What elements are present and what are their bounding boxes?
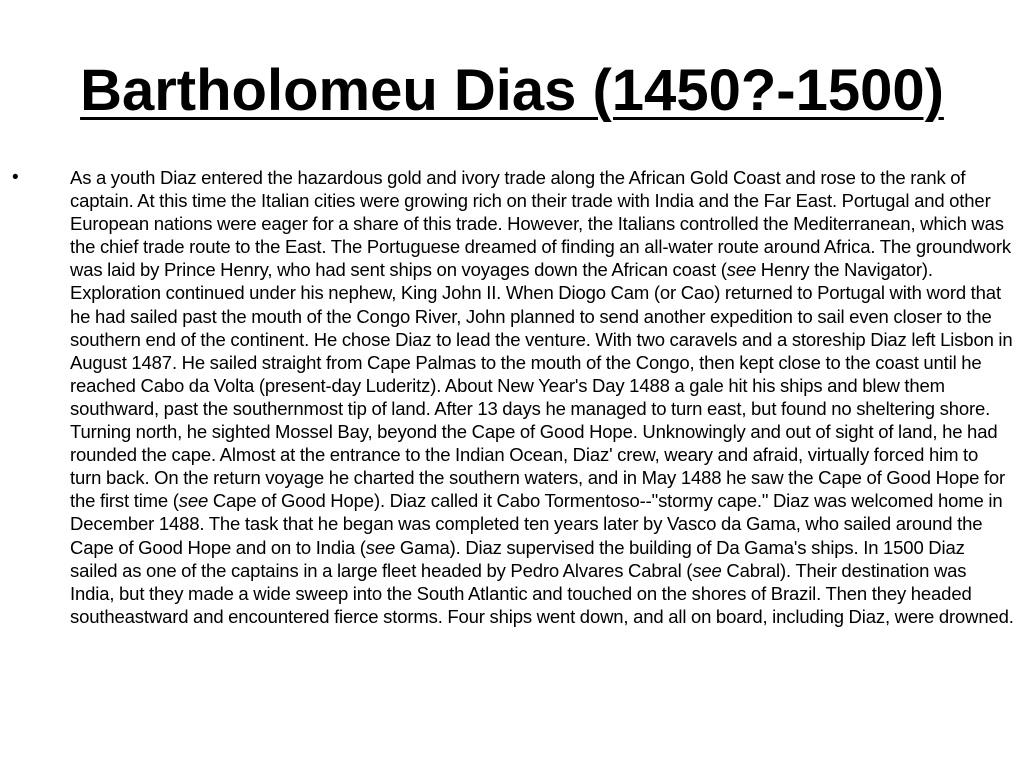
bullet-dot-icon: • [12,167,19,188]
body-paragraph [70,166,1014,628]
body-text: Henry the Navigator). Exploration continued under his nephew, King John II. When Diogo Cam (or Cao) returned to Portugal with word that he had sailed past the mouth of the Congo River, John planned to send another expedition to sail even closer to the southern end of the continent. He chose Diaz to lead the venture. With two caravels and a storeship Diaz left Lisbon in August 1487. He sailed straight from Cape Palmas to the mouth of the Congo, then kept close to the coast until he reached Cabo da Volta (present-day Luderitz). About New Year's Day 1488 a gale hit his ships and blew them southward, past the southernmost tip of land. After 13 days he managed to turn east, but found no sheltering shore. Turning north, he sighted Mossel Bay, beyond the Cape of Good Hope. Unknowingly and out of sight of land, he had rounded the cape. Almost at the entrance to the Indian Ocean, Diaz' crew, weary and afraid, virtually forced him to turn back. On the return voyage he charted the southern waters, and in May 1488 he saw the Cape of Good Hope for the first time ( [70,259,1013,512]
body-text: Gama). Diaz supervised the building of Da Gama's ships. In 1500 Diaz sailed as one of the captains in a large fleet headed by Pedro Alvares Cabral ( [70,536,965,581]
slide-title: Bartholomeu Dias (1450?-1500) [80,58,944,123]
bullet-item [10,166,1014,628]
body-text: Cabral). Their destination was India, but they made a wide sweep into the South Atlantic and touched on the shores of Brazil. Then they headed southeastward and encountered fierce storms. Four ships went down, and all on board, including Diaz, were drowned. [70,559,1014,627]
see-reference: see [726,259,757,281]
body-text: Cape of Good Hope). Diaz called it Cabo Tormentoso--"stormy cape." Diaz was welcomed home in December 1488. The task that he began was completed ten years later by Vasco da Gama, who sailed around the Cape of Good Hope and on to India ( [70,490,1003,558]
body-text: As a youth Diaz entered the hazardous gold and ivory trade along the African Gold Coast and rose to the rank of captain. At this time the Italian cities were growing rich on their trade with India and the Far East. Portugal and other European nations were eager for a share of this trade. However, the Italians controlled the Mediterranean, which was the chief trade route to the East. The Portuguese dreamed of finding an all-water route around Africa. The groundwork was laid by Prince Henry, who had sent ships on voyages down the African coast ( [70,167,1012,281]
see-reference: see [178,490,209,512]
see-reference: see [365,536,396,558]
bullet-list [10,166,1014,628]
see-reference: see [692,559,722,581]
